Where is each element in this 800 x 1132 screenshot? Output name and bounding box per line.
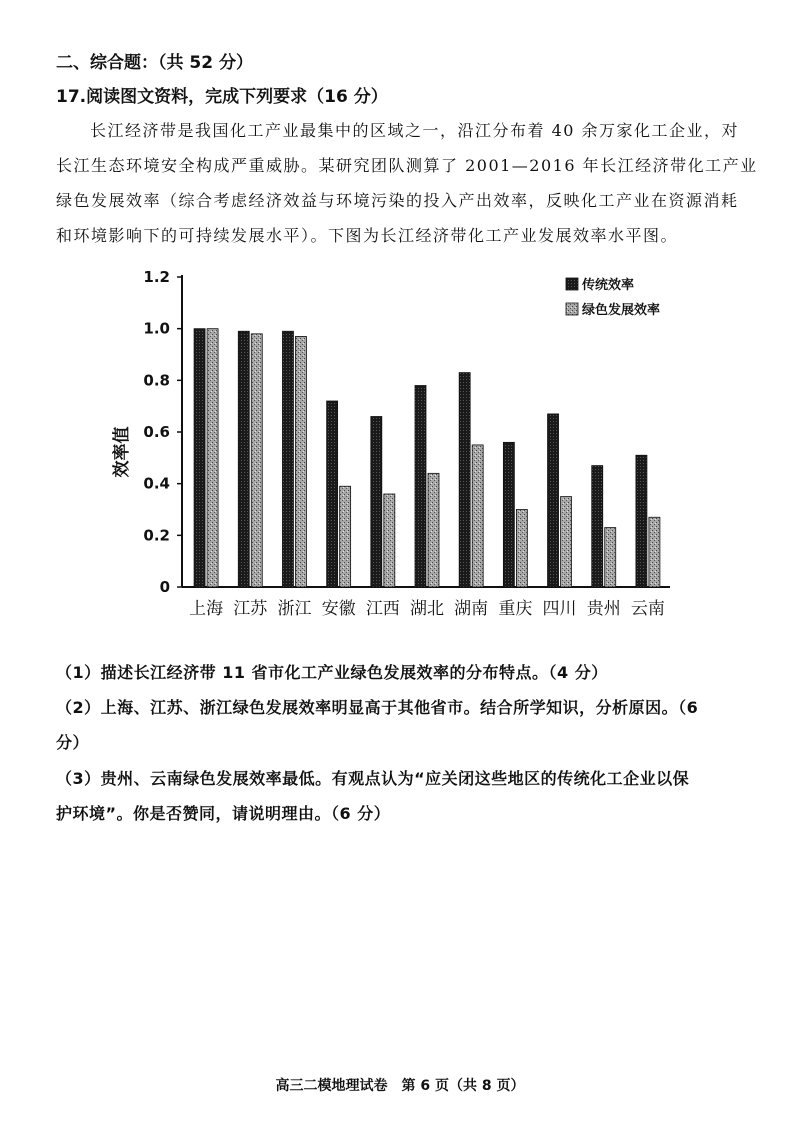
sub-question-1: （1）描述长江经济带 11 省市化工产业绿色发展效率的分布特点。（4 分） (56, 663, 608, 682)
paragraph-line-1: 长江经济带是我国化工产业最集中的区域之一，沿江分布着 40 余万家化工企业，对 (90, 121, 740, 140)
paragraph-line-2: 长江生态环境安全构成严重威胁。某研究团队测算了 2001—2016 年长江经济带化工产业 (56, 156, 758, 175)
paragraph-line-4: 和环境影响下的可持续发展水平）。下图为长江经济带化工产业发展效率水平图。 (56, 226, 679, 245)
y-tick-label: 0.6 (143, 423, 170, 441)
y-tick-label: 0.4 (143, 474, 170, 493)
x-category-label: 重庆 (498, 599, 533, 619)
legend-swatch (566, 278, 578, 290)
x-category-label: 上海 (189, 599, 224, 619)
bar-traditional-1 (238, 331, 249, 587)
bar-green-5 (428, 473, 439, 587)
x-category-label: 江西 (365, 599, 400, 619)
x-category-label: 湖北 (410, 599, 444, 619)
bar-traditional-9 (592, 466, 603, 587)
section-title: 二、综合题：（共 52 分） (56, 53, 253, 73)
sub-question-2: （2）上海、江苏、浙江绿色发展效率明显高于其他省市。结合所学知识，分析原因。（6 (56, 698, 699, 717)
legend-swatch (566, 303, 578, 315)
bar-green-0 (207, 329, 218, 587)
sub-question-3-cont: 护环境”。你是否赞同，请说明理由。（6 分） (56, 804, 391, 823)
bar-green-9 (605, 528, 616, 587)
bar-traditional-5 (415, 386, 426, 588)
y-tick-label: 0.2 (143, 526, 170, 545)
bar-traditional-0 (194, 329, 205, 587)
x-category-label: 安徽 (321, 599, 356, 619)
bar-traditional-7 (503, 442, 514, 587)
y-tick-label: 1.2 (143, 268, 170, 286)
bar-green-10 (649, 517, 660, 587)
x-category-label: 江苏 (233, 599, 268, 619)
bar-green-1 (251, 334, 262, 587)
legend-label: 绿色发展效率 (582, 303, 661, 318)
bar-green-7 (516, 510, 527, 588)
sub-question-3: （3）贵州、云南绿色发展效率最低。有观点认为“应关闭这些地区的传统化工企业以保 (56, 769, 690, 788)
sub-question-2-cont: 分） (56, 733, 90, 752)
bar-traditional-6 (459, 373, 470, 587)
x-category-label: 云南 (630, 599, 665, 619)
paragraph-line-3: 绿色发展效率（综合考虑经济效益与环境污染的投入产出效率，反映化工产业在资源消耗 (56, 191, 739, 210)
question-title: 17.阅读图文资料，完成下列要求（16 分） (56, 87, 388, 107)
page-footer: 高三二模地理试卷 第 6 页（共 8 页） (275, 1078, 525, 1094)
y-tick-label: 0.8 (143, 371, 170, 390)
bar-traditional-8 (548, 414, 559, 587)
bar-green-6 (472, 445, 483, 587)
bar-traditional-10 (636, 455, 647, 587)
bar-green-4 (384, 494, 395, 587)
bar-traditional-3 (327, 401, 338, 587)
x-category-label: 湖南 (454, 599, 489, 619)
bar-traditional-2 (282, 331, 293, 587)
y-axis-label: 效率值 (112, 426, 132, 478)
efficiency-bar-chart (100, 262, 700, 634)
legend-label: 传统效率 (582, 278, 635, 293)
x-category-label: 浙江 (277, 599, 312, 619)
bar-traditional-4 (371, 417, 382, 588)
x-category-label: 贵州 (586, 599, 621, 619)
y-tick-label: 0 (159, 578, 170, 596)
x-category-label: 四川 (542, 599, 577, 619)
bar-green-3 (340, 486, 351, 587)
bar-green-2 (295, 336, 306, 587)
bar-green-8 (561, 497, 572, 587)
y-tick-label: 1.0 (143, 319, 170, 338)
